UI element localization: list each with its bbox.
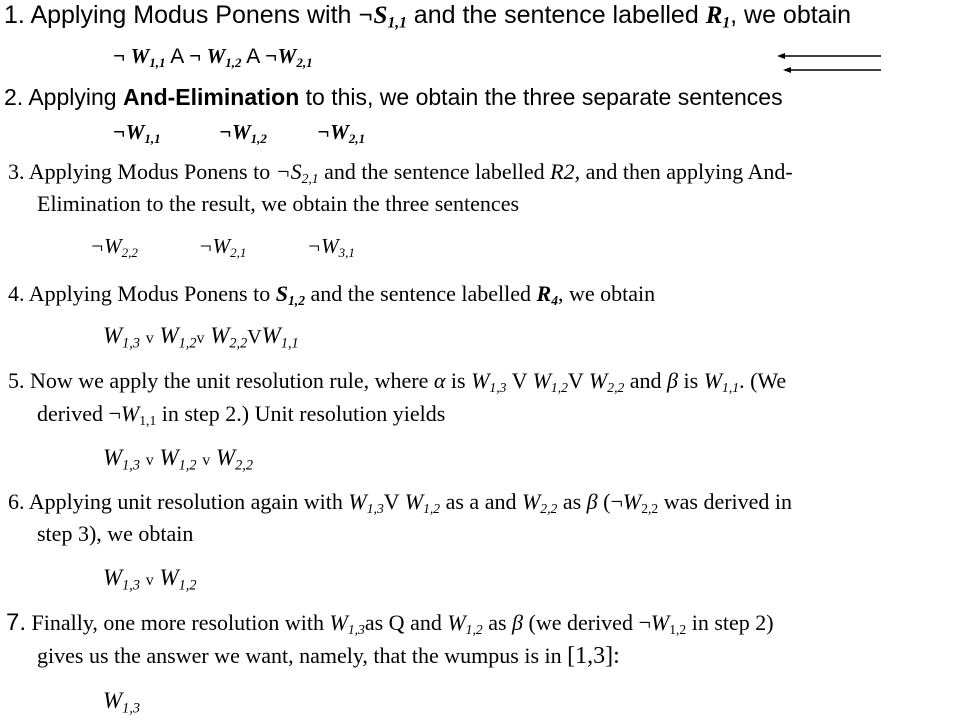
step-6-line-2: step 3), we obtain xyxy=(37,521,194,546)
step-text: and the sentence labelled xyxy=(406,1,706,29)
symbol: $\neg S_{1,1}$ xyxy=(358,2,407,32)
step-1-formula: ¬ $W_{1,1}$ A ¬ $W_{1,2}$ A $\neg W_{2,1}$ xyxy=(113,44,313,70)
symbol: $S_{1,2}$ xyxy=(275,281,305,309)
step-6-formula: $W_{1,3}$ v $W_{1,2}$ xyxy=(103,565,197,594)
step-text: to this, we obtain the three separate sentences xyxy=(299,84,783,110)
step-number: 2. xyxy=(4,84,24,110)
step-3-formula: $\neg W_{2,2}$ $\neg W_{2,1}$ $\neg W_{3,1}$ xyxy=(90,234,355,260)
step-number: 1. xyxy=(4,1,25,29)
step-5-formula: $W_{1,3}$ v $W_{1,2}$ v $W_{2,2}$ xyxy=(103,445,253,474)
alpha-symbol: α xyxy=(433,368,446,393)
beta-symbol: β xyxy=(512,610,523,635)
step-text: , we obtain xyxy=(730,1,852,29)
step-text: Applying Modus Ponens with xyxy=(30,1,359,29)
step-5-line-2: derived $\neg W_{1,1}$ in step 2.) Unit resolution yields xyxy=(37,401,446,429)
step-5-line-1: 5. Now we apply the unit resolution rule, where α is $W_{1,3}$ V $W_{1,2}V$ $W_{2,2}$ and β is $W_{1,1}$. (We xyxy=(8,368,787,396)
step-number: 5. xyxy=(8,368,25,393)
bold-term: And-Elimination xyxy=(122,84,300,110)
step-number: 3. xyxy=(8,159,25,184)
symbol: $\neg S_{2,1}$ xyxy=(275,159,319,187)
symbol: $R_4$ xyxy=(536,281,559,309)
step-7-line-2: gives us the answer we want, namely, that the wumpus is in [1,3]: xyxy=(37,643,620,669)
step-text: Applying xyxy=(28,84,123,110)
step-number: 6. xyxy=(8,489,25,514)
symbol: $R_1$ xyxy=(705,2,731,32)
step-7-line-1: 7. Finally, one more resolution with $W_{1,3}as$ Q and $W_{1,2}$ as β (we derived $\neg W_{1,2}$ in step 2) xyxy=(6,609,774,638)
step-7-formula: $W_{1,3}$ xyxy=(103,688,140,717)
step-3-line-1: 3. Applying Modus Ponens to $\neg S_{2,1}$ and the sentence labelled R2, and then applying And- xyxy=(8,159,793,187)
step-6-line-1: 6. Applying unit resolution again with $W_{1,3}V$ $W_{1,2}$ as a and $W_{2,2}$ as β ($\neg W_{2,2}$ was derived in xyxy=(8,489,793,517)
step-4-line: 4. Applying Modus Ponens to $S_{1,2}$ and the sentence labelled $R_4$, we obtain xyxy=(8,281,656,309)
step-4-formula: $W_{1,3}$ v $W_{1,2}v$ $W_{2,2}VW_{1,1}$ xyxy=(103,323,299,352)
beta-symbol: β xyxy=(667,368,679,393)
step-3-line-2: Elimination to the result, we obtain the three sentences xyxy=(37,191,520,216)
step-number: 4. xyxy=(8,281,25,306)
step-2-line xyxy=(4,86,783,109)
step-1-line xyxy=(4,1,852,32)
left-arrow-icon xyxy=(775,48,885,80)
beta-symbol: β xyxy=(586,489,598,514)
step-number: 7. xyxy=(6,609,27,636)
step-2-formula: $\neg W_{1,1}$ $\neg W_{1,2}$ $\neg W_{2,1}$ xyxy=(113,120,366,146)
